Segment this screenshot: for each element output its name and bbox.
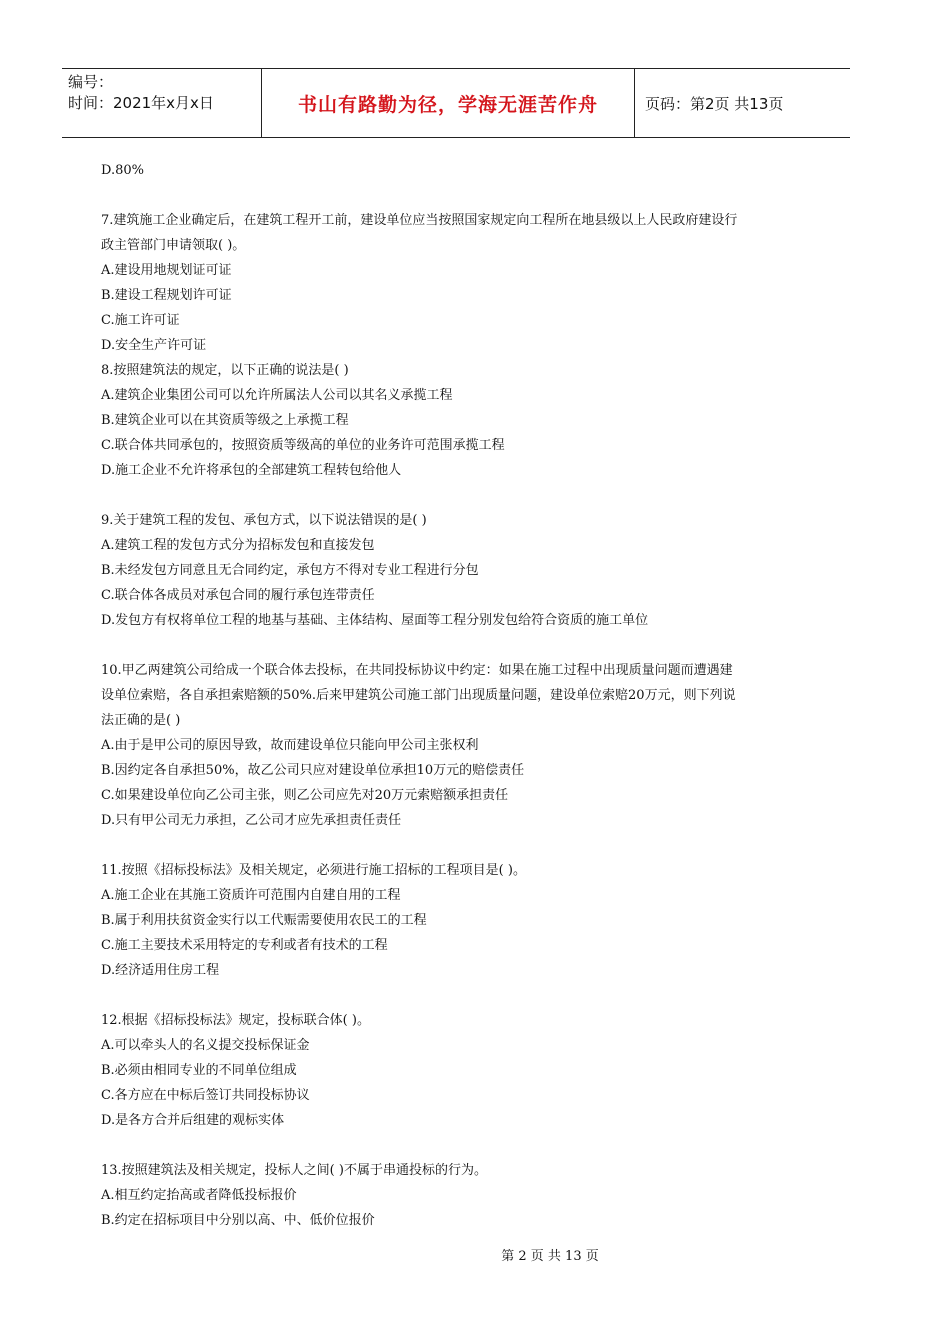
paragraph-gap	[101, 633, 821, 658]
header-page-info: 页码：第2页 共13页	[645, 94, 784, 113]
text-line: 10.甲乙两建筑公司给成一个联合体去投标，在共同投标协议中约定：如果在施工过程中出现质量问题而遭遇建	[101, 663, 733, 678]
text-line: B.因约定各自承担50%，故乙公司只应对建设单位承担10万元的赔偿责任	[101, 763, 525, 778]
text-line: 8.按照建筑法的规定，以下正确的说法是( )	[101, 363, 349, 378]
text-line: D.只有甲公司无力承担，乙公司才应先承担责任责任	[101, 813, 402, 828]
document-time: 时间：2021年x月x日	[68, 94, 214, 112]
page-footer: 第 2 页 共 13 页	[501, 1249, 599, 1264]
text-line: 9.关于建筑工程的发包、承包方式，以下说法错误的是( )	[101, 513, 427, 528]
text-line: C.如果建设单位向乙公司主张，则乙公司应先对20万元索赔额承担责任	[101, 788, 509, 803]
text-line: 12.根据《招标投标法》规定，投标联合体( )。	[101, 1013, 370, 1028]
text-line: D.是各方合并后组建的观标实体	[101, 1113, 285, 1128]
text-line: D.80%	[101, 163, 144, 178]
text-line: B.属于利用扶贫资金实行以工代赈需要使用农民工的工程	[101, 913, 427, 928]
paragraph-gap	[101, 1133, 821, 1158]
text-line: A.由于是甲公司的原因导致，故而建设单位只能向甲公司主张权利	[101, 738, 479, 753]
paragraph-gap	[101, 183, 821, 208]
text-line: D.施工企业不允许将承包的全部建筑工程转包给他人	[101, 463, 402, 478]
document-body	[101, 158, 821, 1233]
text-line: A.相互约定抬高或者降低投标报价	[101, 1188, 297, 1203]
text-line: C.联合体共同承包的，按照资质等级高的单位的业务许可范围承揽工程	[101, 438, 505, 453]
text-line: 11.按照《招标投标法》及相关规定，必须进行施工招标的工程项目是( )。	[101, 863, 526, 878]
text-line: A.可以牵头人的名义提交投标保证金	[101, 1038, 310, 1053]
text-line: C.各方应在中标后签订共同投标协议	[101, 1088, 310, 1103]
paragraph-gap	[101, 483, 821, 508]
text-line: B.未经发包方同意且无合同约定，承包方不得对专业工程进行分包	[101, 563, 479, 578]
text-line: D.经济适用住房工程	[101, 963, 220, 978]
text-line: 7.建筑施工企业确定后，在建筑工程开工前，建设单位应当按照国家规定向工程所在地县级以上人民政府建设行	[101, 213, 738, 228]
text-line: D.发包方有权将单位工程的地基与基础、主体结构、屋面等工程分别发包给符合资质的施工单位	[101, 613, 649, 628]
header-motto: 书山有路勤为径，学海无涯苦作舟	[261, 69, 635, 137]
text-line: 政主管部门申请领取( )。	[101, 238, 246, 253]
text-line: B.建设工程规划许可证	[101, 288, 232, 303]
text-line: C.联合体各成员对承包合同的履行承包连带责任	[101, 588, 375, 603]
text-line: A.建筑企业集团公司可以允许所属法人公司以其名义承揽工程	[101, 388, 453, 403]
text-line: 设单位索赔，各自承担索赔额的50%.后来甲建筑公司施工部门出现质量问题，建设单位索赔20万元，则下列说	[101, 688, 736, 703]
text-line: A.建设用地规划证可证	[101, 263, 232, 278]
text-line: D.安全生产许可证	[101, 338, 207, 353]
paragraph-gap	[101, 833, 821, 858]
header-meta	[62, 69, 261, 137]
text-line: B.建筑企业可以在其资质等级之上承揽工程	[101, 413, 349, 428]
text-line: 法正确的是( )	[101, 713, 181, 728]
document-number: 编号：	[68, 73, 114, 91]
text-line: C.施工许可证	[101, 313, 180, 328]
text-line: 13.按照建筑法及相关规定，投标人之间( )不属于串通投标的行为。	[101, 1163, 487, 1178]
paragraph-gap	[101, 983, 821, 1008]
text-line: B.约定在招标项目中分别以高、中、低价位报价	[101, 1213, 375, 1228]
text-line: A.建筑工程的发包方式分为招标发包和直接发包	[101, 538, 375, 553]
text-line: C.施工主要技术采用特定的专利或者有技术的工程	[101, 938, 388, 953]
text-line: B.必须由相同专业的不同单位组成	[101, 1063, 297, 1078]
page-header	[62, 68, 850, 138]
text-line: A.施工企业在其施工资质许可范围内自建自用的工程	[101, 888, 401, 903]
